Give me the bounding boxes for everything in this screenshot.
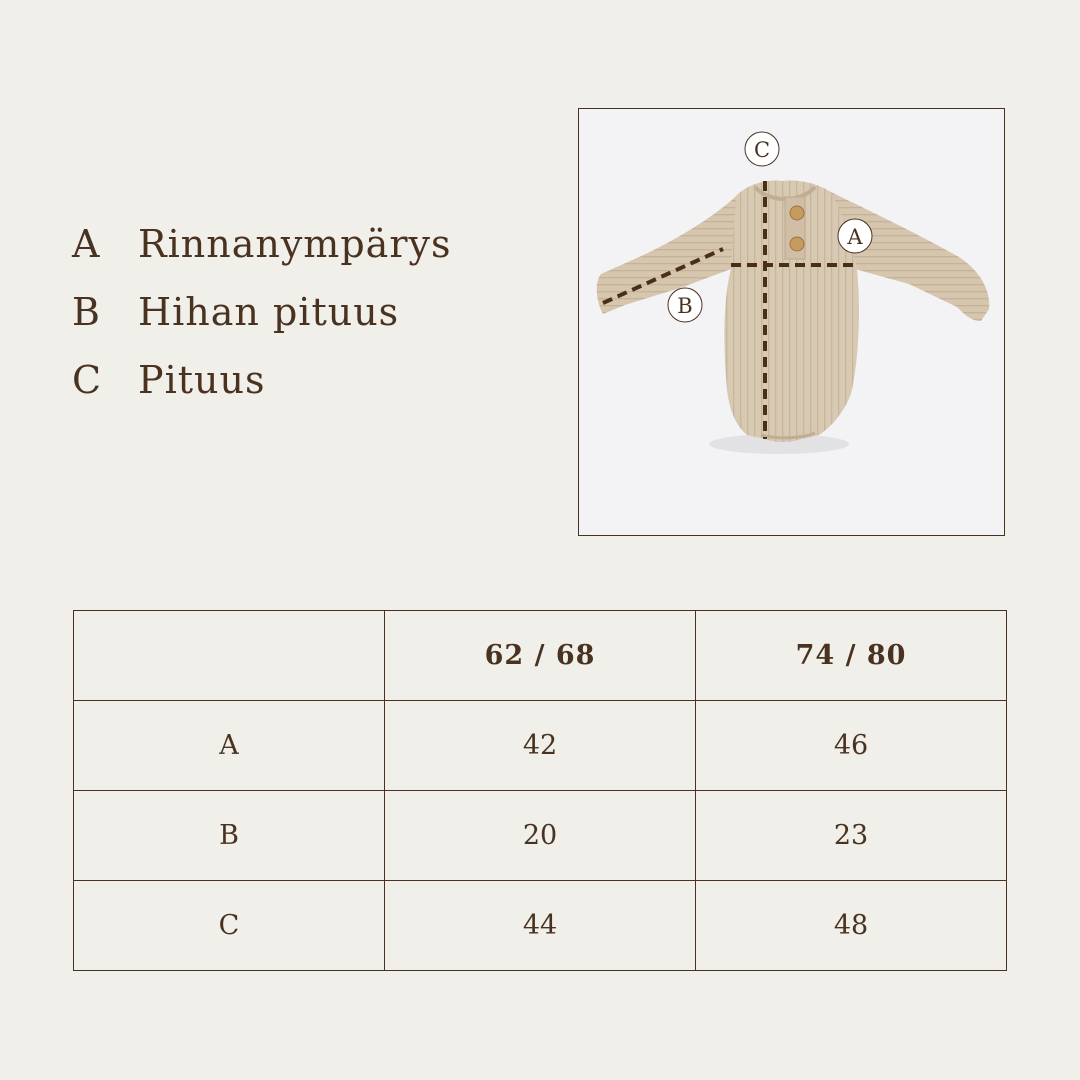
marker-a-label: A — [847, 225, 863, 249]
button-top — [790, 206, 804, 220]
legend-letter: A — [72, 222, 101, 266]
legend-item-b — [72, 290, 451, 358]
marker-b — [668, 288, 702, 322]
measurement-legend — [72, 222, 451, 426]
table-header-cell: 74 / 80 — [696, 611, 1007, 701]
table-cell: 46 — [696, 701, 1007, 791]
table-row — [74, 881, 1007, 971]
marker-c-label: C — [753, 138, 771, 162]
legend-label: Rinnanympärys — [138, 222, 452, 266]
row-label: A — [74, 701, 385, 791]
row-label: C — [74, 881, 385, 971]
legend-item-a — [72, 222, 451, 290]
table-cell: 20 — [385, 791, 696, 881]
product-photo — [578, 108, 1005, 536]
table-cell: 23 — [696, 791, 1007, 881]
table-header-cell — [74, 611, 385, 701]
table-cell: 44 — [385, 881, 696, 971]
table-row — [74, 701, 1007, 791]
button-bottom — [790, 237, 804, 251]
legend-label: Hihan pituus — [138, 290, 400, 334]
legend-label: Pituus — [138, 358, 266, 402]
table-cell: 48 — [696, 881, 1007, 971]
table-header-row — [74, 611, 1007, 701]
bodysuit-illustration — [579, 109, 1005, 536]
marker-b-label: B — [677, 294, 693, 318]
size-table — [73, 610, 1007, 971]
table-header-cell: 62 / 68 — [385, 611, 696, 701]
table-row — [74, 791, 1007, 881]
marker-a — [838, 219, 872, 253]
marker-c — [745, 132, 779, 166]
legend-letter: B — [72, 290, 101, 334]
legend-letter: C — [72, 358, 103, 402]
table-cell: 42 — [385, 701, 696, 791]
row-label: B — [74, 791, 385, 881]
legend-item-c — [72, 358, 451, 426]
